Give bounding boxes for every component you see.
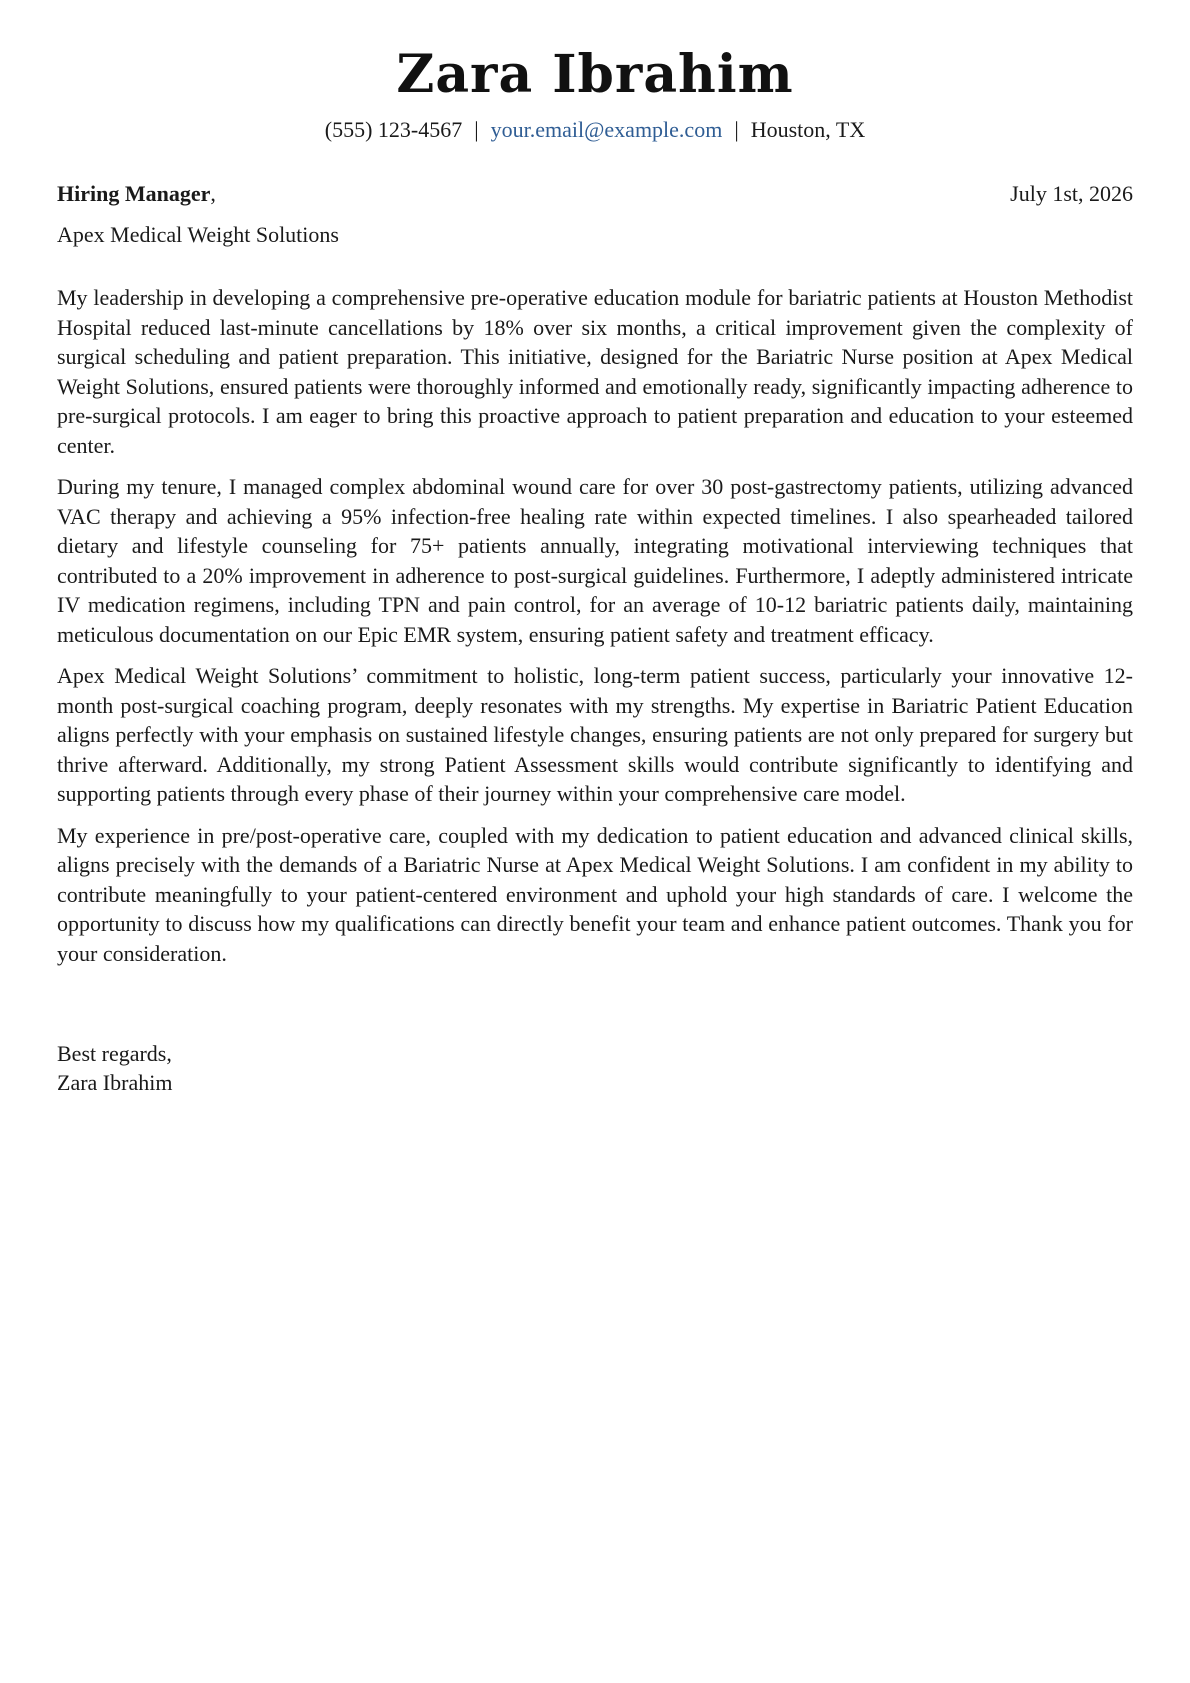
signature-name: Zara Ibrahim [57, 1070, 173, 1095]
valediction: Best regards, [57, 1041, 172, 1066]
phone-number: (555) 123-4567 [324, 117, 463, 142]
letter-date: July 1st, 2026 [1010, 181, 1133, 206]
contact-line [57, 116, 1133, 144]
recipient-line [57, 180, 1133, 208]
location: Houston, TX [750, 117, 866, 142]
body-paragraph: My experience in pre/post-operative care, coupled with my dedication to patient education and advanced clinical skills, aligns precisely with the demands of a Bariatric Nurse at Apex Medical Weight Solutions. I am confident in my ability to contribute meaningfully to your patient-centered environment and uphold your high standards of care. I welcome the opportunity to discuss how my qualifications can directly benefit your team and enhance patient outcomes. Thank you for your consideration. [57, 822, 1133, 966]
letter-body [57, 283, 1133, 980]
body-paragraph: Apex Medical Weight Solutions’ commitment to holistic, long-term patient success, particularly your innovative 12-month post-surgical coaching program, deeply resonates with my strengths. My expertise in Bariatric Patient Education aligns perfectly with your emphasis on sustained lifestyle changes, ensuring patients are not only prepared for surgery but thrive afterward. Additionally, my strong Patient Assessment skills would contribute significantly to identifying and supporting patients through every phase of their journey within your comprehensive care model. [57, 663, 1133, 806]
recipient-salutation: Hiring Manager [57, 181, 211, 206]
salutation-comma: , [210, 181, 216, 206]
letter-closing [57, 1039, 172, 1097]
contact-separator: | [474, 117, 479, 142]
email-link[interactable]: your.email@example.com [490, 117, 723, 142]
contact-separator: | [734, 117, 739, 142]
applicant-name: Zara Ibrahim [396, 44, 794, 105]
recipient-company: Apex Medical Weight Solutions [57, 222, 339, 247]
body-paragraph: During my tenure, I managed complex abdominal wound care for over 30 post-gastrectomy patients, utilizing advanced VAC therapy and achieving a 95% infection-free healing rate within expected timelines. I also spearheaded tailored dietary and lifestyle counseling for 75+ patients annually, integrating motivational interviewing techniques that contributed to a 20% improvement in adherence to post-surgical guidelines. Furthermore, I adeptly administered intricate IV medication regimens, including TPN and pain control, for an average of 10-12 bariatric patients daily, maintaining meticulous documentation on our Epic EMR system, ensuring patient safety and treatment efficacy. [57, 474, 1133, 647]
body-paragraph: My leadership in developing a comprehensive pre-operative education module for bariatric patients at Houston Methodist Hospital reduced last-minute cancellations by 18% over six months, a critical improvement given the complexity of surgical scheduling and patient preparation. This initiative, designed for the Bariatric Nurse position at Apex Medical Weight Solutions, ensured patients were thoroughly informed and emotionally ready, significantly impacting adherence to pre-surgical protocols. I am eager to bring this proactive approach to patient preparation and education to your esteemed center. [57, 285, 1133, 458]
